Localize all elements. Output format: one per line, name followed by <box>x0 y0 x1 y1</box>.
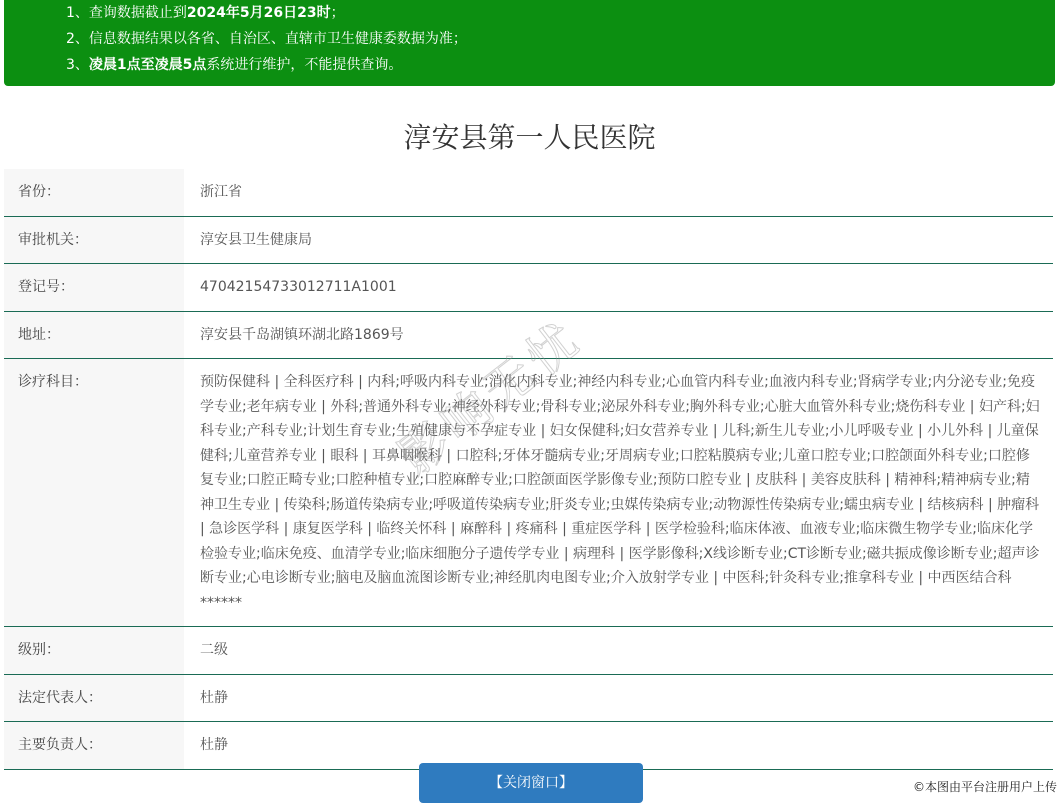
notice-text: 1、查询数据截止到 <box>66 5 187 21</box>
row-value: 淳安县千岛湖镇环湖北路1869号 <box>184 311 1053 359</box>
info-row-legal-representative <box>4 674 1053 722</box>
info-row-province <box>4 169 1053 216</box>
hospital-info-table <box>4 169 1053 770</box>
info-row-principal <box>4 722 1053 770</box>
row-label: 登记号： <box>4 264 184 312</box>
row-label: 诊疗科目： <box>4 359 184 627</box>
notice-text: 3、 <box>66 57 89 73</box>
info-row-address <box>4 311 1053 359</box>
info-row-registration-number <box>4 264 1053 312</box>
copyright-note: ©本图由平台注册用户上传 <box>912 780 1057 794</box>
info-row-departments <box>4 359 1053 627</box>
hospital-name-title: 淳安县第一人民医院 <box>403 121 656 154</box>
row-value: 预防保健科 | 全科医疗科 | 内科;呼吸内科专业;消化内科专业;神经内科专业;心血管内科专业;血液内科专业;肾病学专业;内分泌专业;免疫学专业;老年病专业 | 外科;普通外科专业;神经外科专业;骨科专业;泌尿外科专业;胸外科专业;心脏大血管外科专业;烧伤科专业 | 妇产科;妇科专业;产科专业;计划生育专业;生殖健康与不孕症专业 | 妇女保健科;妇女营养专业 | 儿科;新生儿专业;小儿呼吸专业 | 小儿外科 | 儿童保健科;儿童营养专业 | 眼科 | 耳鼻咽喉科 | 口腔科;牙体牙髓病专业;牙周病专业;口腔粘膜病专业;儿童口腔专业;口腔颌面外科专业;口腔修复专业;口腔正畸专业;口腔种植专业;口腔麻醉专业;口腔颌面医学影像专业;预防口腔专业 | 皮肤科 | 美容皮肤科 | 精神科;精神病专业;精神卫生专业 | 传染科;肠道传染病专业;呼吸道传染病专业;肝炎专业;虫媒传染病专业;动物源性传染病专业;蠕虫病专业 | 结核病科 | 肿瘤科 | 急诊医学科 | 康复医学科 | 临终关怀科 | 麻醉科 | 疼痛科 | 重症医学科 | 医学检验科;临床体液、血液专业;临床微生物学专业;临床化学检验专业;临床免疫、血清学专业;临床细胞分子遗传学专业 | 病理科 | 医学影像科;X线诊断专业;CT诊断专业;磁共振成像诊断专业;超声诊断专业;心电诊断专业;脑电及脑血流图诊断专业;神经肌肉电图专业;介入放射学专业 | 中医科;针灸科专业;推拿科专业 | 中西医结合科****** <box>184 359 1053 627</box>
row-value: 杜静 <box>184 674 1053 722</box>
row-label: 审批机关： <box>4 216 184 264</box>
row-value: 二级 <box>184 627 1053 675</box>
notice-line-1 <box>66 2 1055 28</box>
notice-bold-text: 2024年5月26日23时 <box>186 5 331 21</box>
info-row-approval-authority <box>4 216 1053 264</box>
close-window-button[interactable]: 【关闭窗口】 <box>419 763 643 803</box>
row-value: 47042154733012711A1001 <box>184 264 1053 312</box>
row-value: 浙江省 <box>184 169 1053 216</box>
row-label: 地址： <box>4 311 184 359</box>
notice-line-2 <box>66 28 1055 54</box>
notice-bold-text: 凌晨1点至凌晨5点 <box>88 57 207 73</box>
row-label: 法定代表人： <box>4 674 184 722</box>
notice-text: 2、信息数据结果以各省、自治区、直辖市卫生健康委数据为准； <box>66 31 467 47</box>
row-value: 淳安县卫生健康局 <box>184 216 1053 264</box>
row-value: 杜静 <box>184 722 1053 770</box>
notice-line-3 <box>66 54 1055 80</box>
row-label: 主要负责人： <box>4 722 184 770</box>
notice-text: 系统进行维护，不能提供查询。 <box>206 57 403 73</box>
info-row-level <box>4 627 1053 675</box>
notice-text: ； <box>330 5 345 21</box>
row-label: 级别： <box>4 627 184 675</box>
watermark: 影响无忧 <box>388 309 594 487</box>
row-label: 省份： <box>4 169 184 216</box>
notice-banner <box>4 0 1055 86</box>
